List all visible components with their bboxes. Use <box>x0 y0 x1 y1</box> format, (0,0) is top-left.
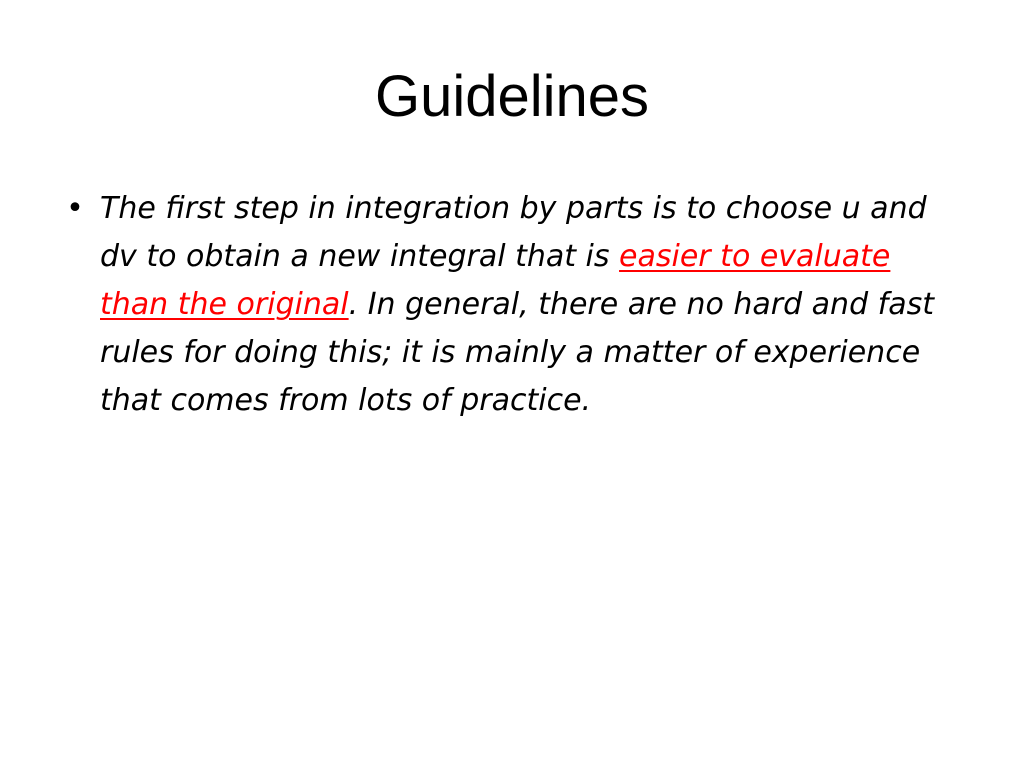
bullet-list <box>60 185 940 425</box>
bullet-item <box>60 185 940 425</box>
slide-title: Guidelines <box>374 64 650 129</box>
highlighted-phrase: easier to evaluate than the original <box>100 239 891 322</box>
bullet-text-before: The first step in integration by parts is to choose u and dv to obtain a new integral that is <box>100 191 927 274</box>
bullet-marker: • <box>66 191 84 226</box>
bullet-text-after: . In general, there are no hard and fast rules for doing this; it is mainly a matter of experience that comes from lots of practice. <box>100 287 934 418</box>
